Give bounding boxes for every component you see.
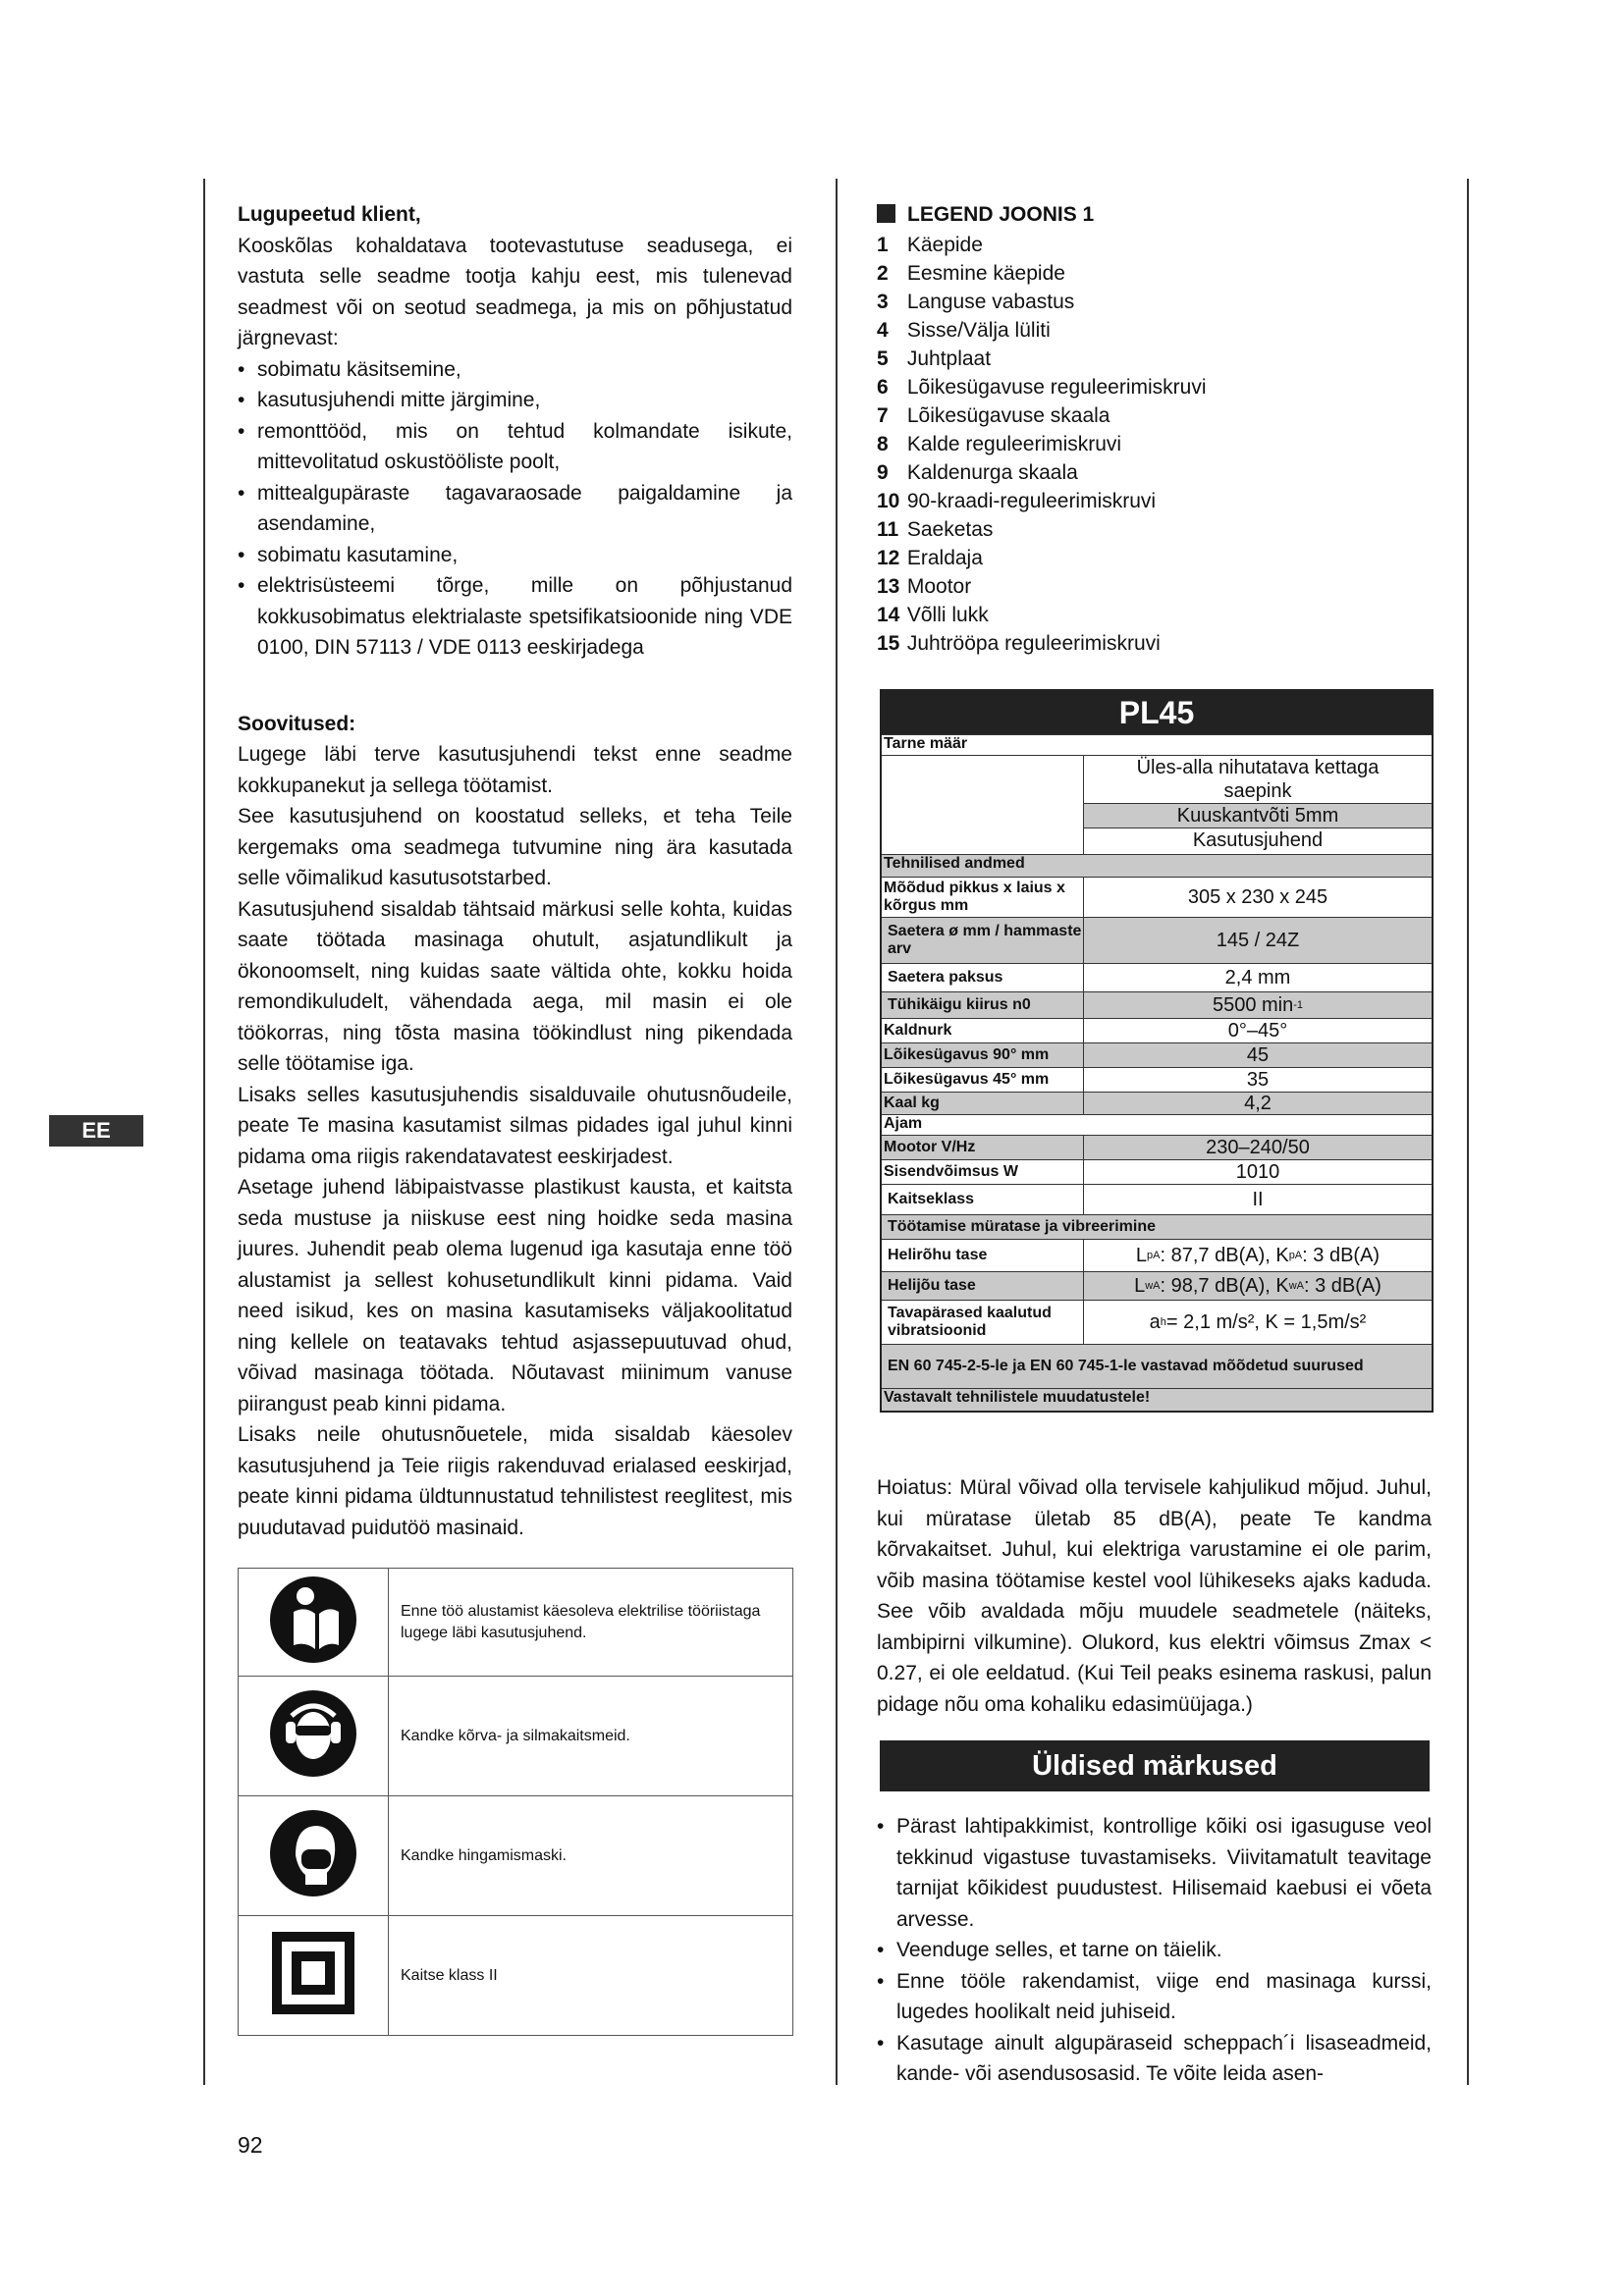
- table-row: Kaal kg 4,2: [882, 1092, 1432, 1114]
- delivery-item: Üles-alla nihutatava kettaga saepink: [1136, 757, 1380, 802]
- legend-list: [877, 231, 1432, 658]
- legend: [877, 199, 1432, 658]
- legend-title: LEGEND JOONIS 1: [907, 203, 1095, 226]
- table-row: [239, 1796, 793, 1916]
- table-row: Mootor V/Hz 230–240/50: [882, 1135, 1432, 1159]
- table-row: [239, 1916, 793, 2036]
- list-item: 1 Käepide: [877, 233, 983, 256]
- intro-paragraph: Kooskõlas kohaldatava tootevastutuse seadusega, ei vastuta selle seadme tootja kahju eest, mis tulenevad seadmest või on seotud seadmega, ja mis on põhjustatud järgnevast:: [238, 234, 792, 349]
- list-item: • Kasutage ainult algupäraseid scheppach´i lisaseadmeid, kande- või asendusosasid. Te võite leida asen-: [877, 2028, 1432, 2090]
- rec-paragraph: Kasutusjuhend sisaldab tähtsaid märkusi selle kohta, kuidas saate töötada masinaga ohutult, asjatundlikult ja ökonoomselt, ning kuidas saate vältida ohte, kokku hoida remondikuludelt, vähendada aega, mil masin ei ole töökorras, ning tõsta masina töökindlust ning pikendada selle töötamise iga.: [238, 897, 792, 1075]
- liability-list: [238, 354, 792, 664]
- square-bullet-icon: [877, 204, 895, 223]
- symbol-description: Kaitse klass II: [389, 1916, 793, 2036]
- list-item: 11 Saeketas: [877, 517, 994, 541]
- list-item: 13 Mootor: [877, 574, 972, 598]
- list-item: 4 Sisse/Välja lüliti: [877, 318, 1051, 342]
- list-item: • Veenduge selles, et tarne on täielik.: [877, 1935, 1432, 1966]
- list-item: • Pärast lahtipakkimist, kontrollige kõiki osi igasuguse veol tekkinud vigastuse tuvastamiseks. Viivitamatult teavitage tarnijat kõikidest puudustest. Hilisemaid kaebusi ei võeta arvesse.: [877, 1811, 1432, 1935]
- list-item: 15 Juhtrööpa reguleerimiskruvi: [877, 631, 1161, 655]
- table-row: Vastavalt tehnilistele muudatustele!: [882, 1388, 1432, 1411]
- table-row: Helirõhu tase L pA : 87,7 dB(A), K pA : 3 dB(A): [882, 1239, 1432, 1271]
- respirator-mask-icon: [239, 1796, 389, 1916]
- table-row: Sisendvõimsus W 1010: [882, 1159, 1432, 1184]
- table-row: [239, 1677, 793, 1796]
- table-row: Lõikesügavus 90° mm 45: [882, 1042, 1432, 1067]
- list-item: 3 Languse vabastus: [877, 290, 1075, 313]
- list-item: • elektrisüsteemi tõrge, mille on põhjustanud kokkusobimatus elektrialaste spetsifikatsioonide ning VDE 0100, DIN 57113 / VDE 0113 eeskirjadega: [238, 570, 792, 664]
- table-row: Tühikäigu kiirus n0 5500 min -1: [882, 991, 1432, 1018]
- table-row: [882, 734, 1432, 755]
- list-item: • remonttööd, mis on tehtud kolmandate isikute, mittevolitatud oskustööliste poolt,: [238, 416, 792, 478]
- page-number: 92: [238, 2132, 263, 2158]
- list-item: 10 90-kraadi-reguleerimiskruvi: [877, 489, 1157, 512]
- list-item: • sobimatu kasutamine,: [238, 540, 792, 571]
- right-margin-rule: [1467, 179, 1469, 2085]
- delivery-label: Tarne määr: [884, 735, 968, 752]
- center-column-rule: [836, 179, 838, 2085]
- symbol-description: Enne töö alustamist käesoleva elektrilise tööriistaga lugege läbi kasutusjuhend.: [389, 1569, 793, 1677]
- list-item: • sobimatu käsitsemine,: [238, 354, 792, 386]
- table-row: [882, 755, 1432, 854]
- symbol-description: Kandke hingamismaski.: [389, 1796, 793, 1916]
- table-row: Lõikesügavus 45° mm 35: [882, 1067, 1432, 1092]
- rec-paragraph: Lisaks neile ohutusnõuetele, mida sisaldab käesolev kasutusjuhend ja Teie riigis rakenduvad erialased eeskirjad, peate kinni pidama üldtunnustatud tehnilistest reeglitest, mis puudutavad puidutöö masinaid.: [238, 1423, 792, 1539]
- list-item: 5 Juhtplaat: [877, 347, 992, 370]
- rec-paragraph: Asetage juhend läbipaistvasse plastikust kausta, et kaitsta seda mustuse ja niiskuse eest ning hoidke seda masina juures. Juhendit peab olema lugenud iga kasutaja enne töö alustamist ja sellest kohusetundlikult kinni pidamа. Vaid need isikud, kes on masina kasutamiseks väljakoolitatud ning kellele on teatavaks tehtud asjassepuutuvad ohud, võivad masinaga töötada. Nõutavast miinimum vanuse piirangust peab kinni pidama.: [238, 1176, 792, 1415]
- delivery-item: Kuuskantvõti 5mm: [1084, 803, 1432, 828]
- spec-table: [880, 689, 1434, 1413]
- noise-warning: Hoiatus: Müral võivad olla tervisele kahjulikud mõjud. Juhul, kui müratase ületab 85 dB(A), peate Te kandma kõrvakaitset. Juhul, kui elektriga varustamine ei ole parim, võib masina töötamise kestel vool lühikeseks ajaks kaduda. See võib avaldada mõju muudele seadmetele (näiteks, lambipirni vilkumine). Olukord, kus elektri võimsus Zmax < 0.27, ei ole eeldatud. (Kui Teil peaks esinema raskusi, palun pidage nõu oma kohaliku edasimüüjaga.): [877, 1476, 1432, 1716]
- list-item: 6 Lõikesügavuse reguleerimiskruvi: [877, 375, 1207, 399]
- table-row: Saetera paksus 2,4 mm: [882, 963, 1432, 991]
- general-notes-title: Üldised märkused: [880, 1740, 1430, 1791]
- list-item: 12 Eraldaja: [877, 546, 983, 569]
- table-row: Kaldnurk 0°–45°: [882, 1018, 1432, 1042]
- table-row: [882, 854, 1432, 877]
- delivery-item: Kasutusjuhend: [1084, 828, 1432, 852]
- recommendations-title: Soovitused:: [238, 712, 356, 735]
- symbol-description: Kandke kõrva- ja silmakaitsmeid.: [389, 1677, 793, 1796]
- rec-paragraph: See kasutusjuhend on koostatud selleks, et teha Teile kergemaks oma seadmega tutvumine ning ära kasutada selle võimalikud kasutusotstarbed.: [238, 805, 792, 889]
- table-row: EN 60 745-2-5-le ja EN 60 745-1-le vastavad mõõdetud suurused: [882, 1344, 1432, 1388]
- list-item: • mittealgupäraste tagavaraosade paigaldamine ja asendamine,: [238, 478, 792, 540]
- tech-label: Tehnilised andmed: [884, 855, 1025, 872]
- list-item: 7 Lõikesügavuse skaala: [877, 403, 1110, 427]
- list-item: • Enne tööle rakendamist, viige end masinaga kurssi, lugedes hoolikalt neid juhiseid.: [877, 1966, 1432, 2028]
- list-item: 2 Eesmine käepide: [877, 261, 1065, 285]
- model-title: PL45: [882, 691, 1432, 734]
- list-item: 9 Kaldenurga skaala: [877, 460, 1078, 484]
- table-row: Kaitseklass II: [882, 1184, 1432, 1214]
- table-row: Helijõu tase L wA : 98,7 dB(A), K wA : 3 dB(A): [882, 1271, 1432, 1300]
- list-item: • kasutusjuhendi mitte järgimine,: [238, 385, 792, 416]
- safety-symbols-table: [238, 1568, 793, 2036]
- language-badge: EE: [49, 1115, 143, 1147]
- greeting: Lugupeetud klient,: [238, 203, 421, 226]
- left-column: [238, 199, 792, 1543]
- protection-class-ii-icon: [239, 1916, 389, 2036]
- rec-paragraph: Lisaks selles kasutusjuhendis sisalduvaile ohutusnõudeile, peate Te masina kasutamist silmas pidades igal juhul kinni pidama oma riigis rakendatavatest eeskirjadest.: [238, 1083, 792, 1168]
- list-item: 8 Kalde reguleerimiskruvi: [877, 432, 1122, 455]
- list-item: 14 Võlli lukk: [877, 603, 989, 626]
- legend-title-row: [877, 199, 1432, 231]
- general-list: [877, 1811, 1432, 2090]
- table-row: Töötamise müratase ja vibreerimine: [882, 1214, 1432, 1239]
- rec-paragraph: Lugege läbi terve kasutusjuhendi tekst enne seadme kokkupanekut ja sellega töötamist.: [238, 743, 792, 797]
- general-notes: [877, 1811, 1432, 2090]
- table-row: Saetera ø mm / hammaste arv 145 / 24Z: [882, 917, 1432, 963]
- table-row: [239, 1569, 793, 1677]
- read-manual-icon: [239, 1569, 389, 1677]
- table-row: Mõõdud pikkus x laius x kõrgus mm 305 x 230 x 245: [882, 877, 1432, 917]
- table-row: Ajam: [882, 1114, 1432, 1135]
- left-margin-rule: [203, 179, 205, 2085]
- table-row: Tavapärased kaalutud vibratsioonid a h = 2,1 m/s², K = 1,5m/s²: [882, 1300, 1432, 1344]
- ear-eye-protection-icon: [239, 1677, 389, 1796]
